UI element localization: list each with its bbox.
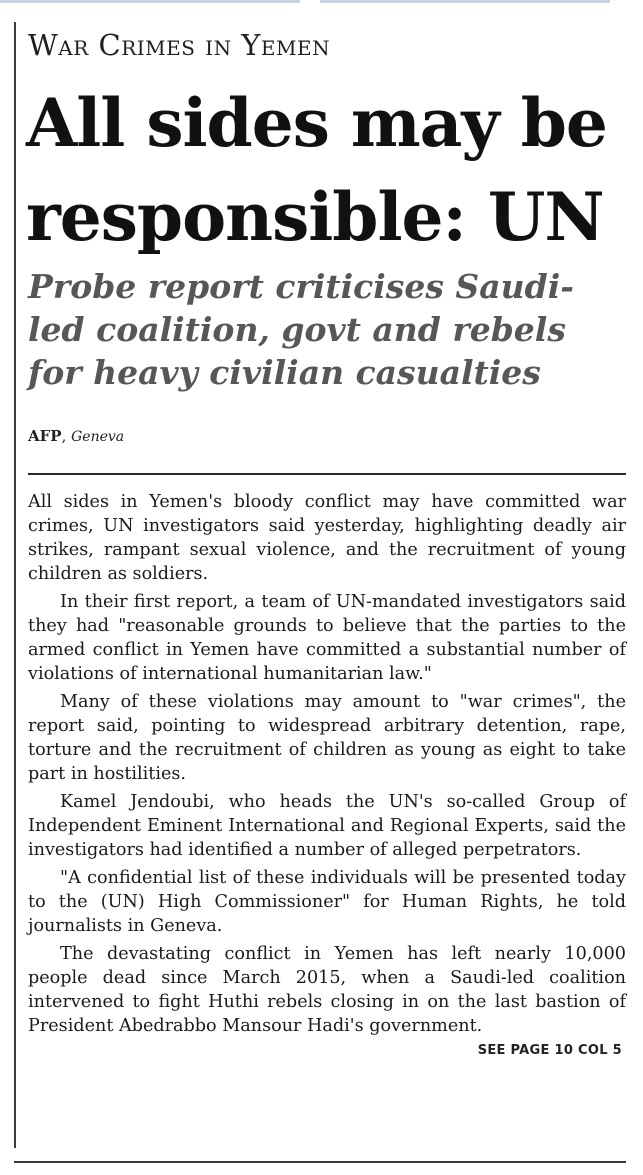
body-paragraph: Many of these violations may amount to "war crimes", the report said, pointing to widespread arbitrary detention, rape, torture and the recruitment of children as young as eight to take part in hostilities. bbox=[28, 692, 626, 784]
body-paragraph: In their first report, a team of UN-mandated investigators said they had "reasonable grounds to believe that the parties to the armed conflict in Yemen have committed a substantial number of violations of international humanitarian law." bbox=[28, 592, 626, 684]
body-paragraph: Kamel Jendoubi, who heads the UN's so-called Group of Independent Eminent International and Regional Experts, said the investigators had identified a number of alleged perpetrators. bbox=[28, 792, 626, 860]
body-paragraph: "A confidential list of these individuals will be presented today to the (UN) High Commissioner" for Human Rights, he told journalists in Geneva. bbox=[28, 868, 626, 936]
top-page-edge bbox=[0, 0, 643, 6]
article-subheadline: Probe report criticises Saudi-led coalition, govt and rebels for heavy civilian casualties bbox=[28, 267, 574, 392]
article-byline bbox=[28, 427, 124, 445]
byline-agency: AFP bbox=[28, 427, 62, 445]
byline-separator: , bbox=[61, 427, 72, 445]
body-paragraph: All sides in Yemen's bloody conflict may have committed war crimes, UN investigators said yesterday, highlighting deadly air strikes, rampant sexual violence, and the recruitment of young children as soldiers. bbox=[28, 492, 626, 584]
continuation-jump: SEE PAGE 10 COL 5 bbox=[477, 1043, 622, 1058]
article-body bbox=[28, 490, 626, 1042]
news-article bbox=[14, 22, 628, 1148]
body-paragraph: The devastating conflict in Yemen has left nearly 10,000 people dead since March 2015, when a Saudi-led coalition intervened to fight Huthi rebels closing in on the last bastion of President Abedrabbo Mansour Hadi's government. bbox=[28, 944, 626, 1036]
top-rule-segment bbox=[320, 0, 610, 3]
byline-location: Geneva bbox=[71, 429, 125, 445]
bottom-divider bbox=[14, 1161, 626, 1163]
article-headline: All sides may be responsible: UN bbox=[26, 84, 607, 256]
top-rule-segment bbox=[0, 0, 300, 3]
article-kicker: War Crimes in Yemen bbox=[28, 28, 331, 62]
byline-divider bbox=[28, 473, 626, 475]
